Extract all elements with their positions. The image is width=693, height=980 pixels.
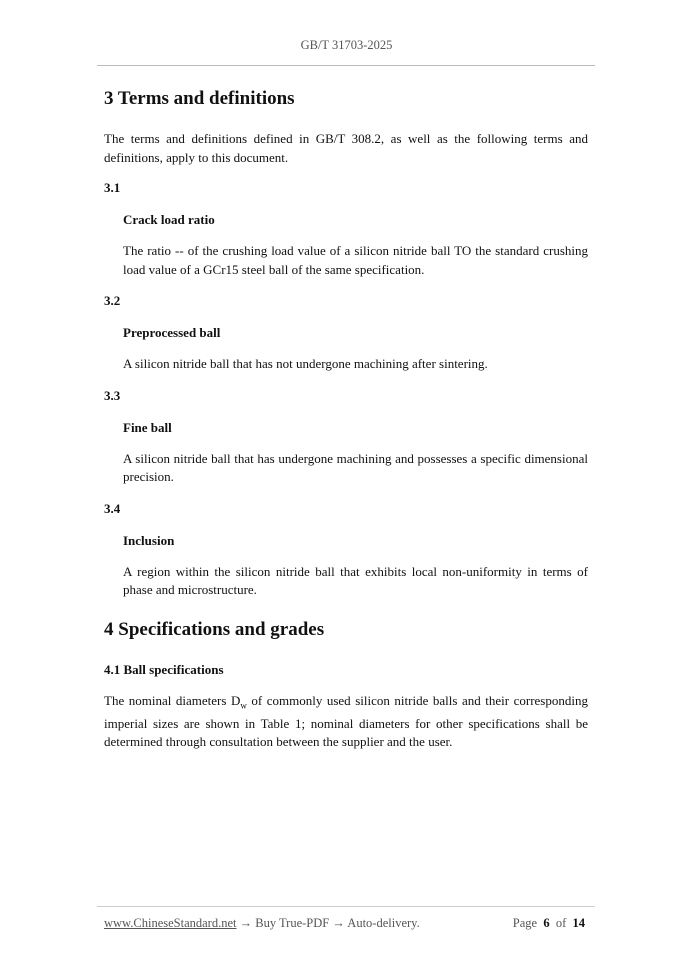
section-3-intro: The terms and definitions defined in GB/T 308.2, as well as the following terms and definitions, apply to this document.: [104, 131, 588, 165]
header-divider: [97, 65, 595, 66]
subsection-4-1-title: 4.1 Ball specifications: [104, 661, 224, 677]
term-title-3-3: Fine ball: [123, 419, 172, 435]
page-content: [104, 86, 588, 752]
term-number-3-4: 3.4: [104, 500, 121, 516]
page-counter: [513, 916, 585, 931]
footer-delivery-text: → Buy True-PDF → Auto-delivery.: [236, 916, 420, 930]
term-definition-3-1: The ratio -- of the crushing load value of a silicon nitride ball TO the standard crushing load value of a GCr15 steel ball of the same specification.: [123, 243, 588, 277]
term-number-3-2: 3.2: [104, 293, 121, 308]
page-number: 6: [543, 916, 550, 930]
term-definition-3-2: A silicon nitride ball that has not undergone machining after sintering.: [123, 356, 488, 371]
footer-source: [104, 916, 420, 931]
term-title-3-2: Preprocessed ball: [123, 325, 221, 340]
subsection-4-1-paragraph: [104, 692, 588, 752]
section-3-title: 3 Terms and definitions: [104, 88, 295, 109]
term-definition-3-4: A region within the silicon nitride ball that exhibits local non-uniformity in terms of phase and microstructure.: [123, 563, 588, 597]
document-id-header: GB/T 31703-2025: [300, 38, 393, 52]
diameter-subscript: w: [240, 700, 247, 711]
paragraph-text-end: of commonly used silicon nitride balls and their corresponding imperial sizes are shown in Table 1; nominal diameters for other specifications shall be determined through consultation between the supplier and the user.: [104, 692, 588, 750]
term-definition-3-3: A silicon nitride ball that has undergone machining and possesses a specific dimensional precision.: [123, 450, 588, 484]
footer-divider: [97, 906, 595, 907]
paragraph-text-start: The nominal diameters D: [104, 692, 241, 708]
of-label: of: [555, 916, 567, 930]
section-4-title: 4 Specifications and grades: [104, 618, 325, 640]
term-title-3-4: Inclusion: [123, 532, 175, 548]
term-number-3-1: 3.1: [104, 180, 121, 195]
website-link[interactable]: www.ChineseStandard.net: [104, 916, 237, 930]
term-number-3-3: 3.3: [104, 387, 121, 403]
page-label: Page: [512, 916, 538, 930]
total-pages: 14: [572, 916, 585, 930]
term-title-3-1: Crack load ratio: [123, 212, 215, 227]
page-footer: [104, 916, 585, 931]
